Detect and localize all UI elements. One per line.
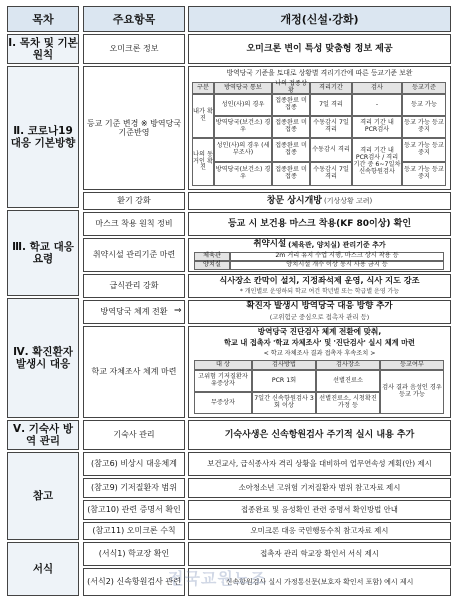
item-ventilation: 환기 강화 <box>83 192 185 210</box>
criteria-header-2: 나의 접종상황 <box>272 82 310 94</box>
criteria-cell: 방역당국(보건소) 경우 <box>214 116 272 138</box>
rev-ref2: 소아청소년 고위험 기저질환자 범위 참고자료 제시 <box>188 478 451 498</box>
rev-vulnerable-title-main: 취약시설 <box>253 239 287 250</box>
item-criteria-change: 등교 기준 변경 ※ 방역당국 기준반영 <box>83 66 185 190</box>
rev-vulnerable-title-detail: (체육관, 양치실) 관리기준 추가 <box>288 240 386 249</box>
rev-ventilation-note: (기상상황 고려) <box>324 196 373 205</box>
rev-ref1: 보건교사, 급식종사자 격리 상황을 대비하여 업무연속성 계획(안) 제시 <box>188 452 451 476</box>
section-5: Ⅴ. 기숙사 방역 관리 <box>7 420 79 450</box>
rev-ref3: 접종완료 및 음성확인 관련 증명서 확인방법 안내 <box>188 500 451 520</box>
rev-quar-note: (고위험군 중심으로 접촉자 관리 등) <box>269 313 370 322</box>
rev-ventilation-text: 창문 상시개방 <box>266 195 323 206</box>
criteria-cell: 등교 가능 등교 중지 <box>402 138 446 162</box>
criteria-cell: 접종완료 미접종 <box>272 162 310 186</box>
rev-criteria-title: 방역당국 기준을 토대로 상황별 격리기간에 따른 등교기준 보완 <box>226 69 413 78</box>
rev-self-title: 방역당국 진단검사 체계 전환에 맞춰, <box>257 327 382 337</box>
criteria-header-5: 등교기준 <box>402 82 446 94</box>
vuln-row1-label: 체육관 <box>194 252 230 261</box>
item-form2: (서식2) 신속항원검사 관련 <box>83 568 185 596</box>
criteria-cell: 접종완료 미접종 <box>272 138 310 162</box>
rev-self-caption: < 학교 자체조사 결과 접촉자 후속조치 > <box>263 350 376 358</box>
watermark: 전국교원노조 <box>168 569 267 588</box>
section-3: Ⅲ. 학교 대응 요령 <box>7 210 79 296</box>
item-meal: 급식관리 강화 <box>83 274 185 298</box>
vuln-row2-label: 양치실 <box>194 261 230 270</box>
criteria-header-3: 격리기간 <box>310 82 352 94</box>
criteria-cell: 성인(사)의 경우 <box>214 94 272 116</box>
section-4: Ⅳ. 확진환자 발생시 대응 <box>7 298 79 418</box>
contact-cell: PCR 1회 <box>252 370 316 392</box>
criteria-cell: 수동감시 격리 <box>310 138 352 162</box>
right-arrow-icon: ⇒ <box>174 306 182 316</box>
rev-mask: 등교 시 보건용 마스크 착용(KF 80이상) 확인 <box>188 212 451 236</box>
rev-vulnerable-title <box>190 239 449 251</box>
rev-meal: 식사장소 칸막이 설치, 지정좌석제 운영, 식사 지도 강조 <box>219 275 420 286</box>
criteria-cell: 방역당국(보건소) 경우 <box>214 162 272 186</box>
item-ref2: (참고9) 기저질환자 범위 <box>83 478 185 498</box>
contact-cell: 무증상자 <box>194 392 252 414</box>
item-ref3: (참고10) 관련 증명서 확인 <box>83 500 185 520</box>
item-dorm: 기숙사 관리 <box>83 420 185 450</box>
criteria-cell: 등교 가능 등교 중지 <box>402 162 446 186</box>
rev-self-title2: 학교 내 접촉자 '학교 자체조사' 및 '진단검사' 실시 체계 마련 <box>223 338 416 348</box>
criteria-group-household: 나의 동거인 확진 <box>192 138 214 186</box>
criteria-cell: 격리 기간 내 PCR검사 <box>352 116 402 138</box>
item-omicron-info: 오미크론 정보 <box>83 34 185 64</box>
contact-header-3: 등교여부 <box>380 360 444 370</box>
criteria-cell: 수동감시 7일 격리 <box>310 162 352 186</box>
criteria-group-self: 내가 확진 <box>192 94 214 138</box>
rev-form1: 접촉자 관리 학교장 확인서 서식 제시 <box>188 542 451 566</box>
item-mask: 마스크 착용 원칙 정비 <box>83 212 185 236</box>
rev-quar: 확진자 발생시 방역당국 대응 방향 추가 <box>246 301 393 312</box>
contact-header-1: 검사방법 <box>252 360 316 370</box>
rev-meal-note: * 개인별로 운영하되 학교 여건 학년별 또는 학급별 운영 가능 <box>239 287 400 295</box>
rev-form2: 신속항원검사 실시 가정통신문(보호자 확인서 포함) 예시 제시 <box>188 568 451 596</box>
criteria-cell: 등교 가능 등교 중지 <box>402 116 446 138</box>
header-col-items: 주요항목 <box>83 6 185 32</box>
contact-cell: 선별진료소, 시청확진 가정 등 <box>316 392 380 414</box>
contact-cell: 7일간 신속항원검사 3회 이상 <box>252 392 316 414</box>
criteria-cell: 수동감시 7일 격리 <box>310 116 352 138</box>
section-2: Ⅱ. 코로나19 대응 기본방향 <box>7 66 79 208</box>
rev-ref4: 오미크론 대응 국민행동수칙 참고자료 제시 <box>188 522 451 540</box>
criteria-cell: 등교 가능 <box>402 94 446 116</box>
item-vulnerable: 취약시설 관리기준 마련 <box>83 238 185 272</box>
rev-omicron: 오미크론 변이 특성 맞춤형 정보 제공 <box>188 34 451 64</box>
criteria-header-4: 검사 <box>352 82 402 94</box>
contact-header-2: 검사장소 <box>316 360 380 370</box>
criteria-right-note: 격리 기간 내 PCR검사 / 격리 기간 중 6~7일차 신속항원검사 <box>352 138 402 186</box>
criteria-header-1: 방역당국 통보 <box>214 82 272 94</box>
contact-cell: 선별진료소 <box>316 370 380 392</box>
rev-dorm: 기숙사생은 신속항원검사 주기적 실시 내용 추가 <box>188 420 451 450</box>
contact-cell: 검사 결과 음성인 경우 등교 가능 <box>380 370 444 414</box>
criteria-cell: 접종완료 미접종 <box>272 94 310 116</box>
rev-ventilation <box>188 192 451 210</box>
item-self-investigation: 학교 자체조사 체계 마련 <box>83 326 185 418</box>
item-form1: (서식1) 학교장 확인 <box>83 542 185 566</box>
section-1: Ⅰ. 목차 및 기본원칙 <box>7 34 79 64</box>
criteria-header-0: 구분 <box>192 82 214 94</box>
item-quarantine-status: 방역당국 체계 전환 <box>83 300 185 324</box>
criteria-cell: - <box>352 94 402 116</box>
vuln-row1-text: 2m 거리 유지 수업 시행, 마스크 상시 착용 등 <box>230 252 444 261</box>
item-ref4: (참고11) 오미크론 수칙 <box>83 522 185 540</box>
criteria-cell: 접종완료 미접종 <box>272 116 310 138</box>
criteria-cell: 성인(사)의 경우 (세부조사) <box>214 138 272 162</box>
section-7: 서식 <box>7 542 79 596</box>
contact-cell: 고위험 기저질환자 유증상자 <box>194 370 252 392</box>
header-col-toc: 목차 <box>7 6 79 32</box>
section-6: 참고 <box>7 452 79 540</box>
vuln-row2-text: 양치시설 개수 이상 동시 사용 금지 등 <box>230 261 444 270</box>
item-ref1: (참고6) 비상시 대응체계 <box>83 452 185 476</box>
header-col-revision: 개정(신설·강화) <box>188 6 451 32</box>
contact-header-0: 대 상 <box>194 360 252 370</box>
criteria-cell: 7일 격리 <box>310 94 352 116</box>
